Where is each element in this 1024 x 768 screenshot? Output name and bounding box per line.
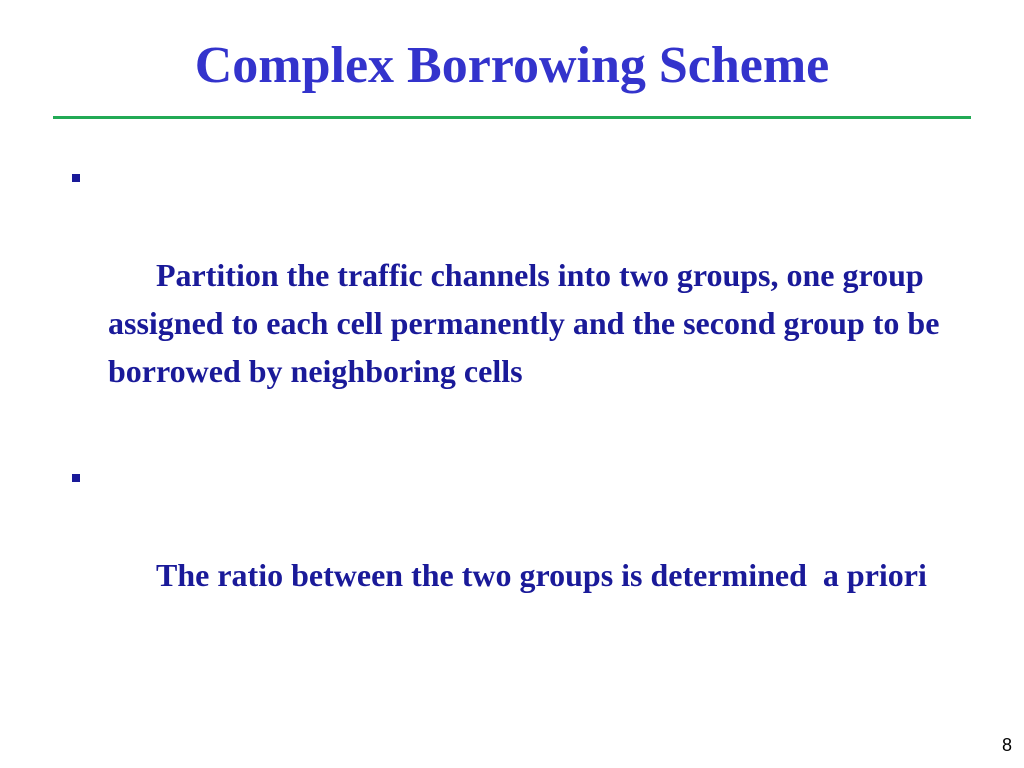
square-bullet-icon [72,474,80,482]
bullet-item [70,155,970,443]
bullet-list [70,155,970,659]
page-number: 8 [1001,735,1012,755]
bullet-text: The ratio between the two groups is determined a priori [156,557,927,593]
bullet-text: Partition the traffic channels into two groups, one group assigned to each cell permanently and the second group to be borrowed by neighboring cells [108,257,948,389]
slide-title: Complex Borrowing Scheme [194,37,830,94]
square-bullet-icon [72,174,80,182]
bullet-item [70,455,970,647]
title-divider [53,116,971,119]
